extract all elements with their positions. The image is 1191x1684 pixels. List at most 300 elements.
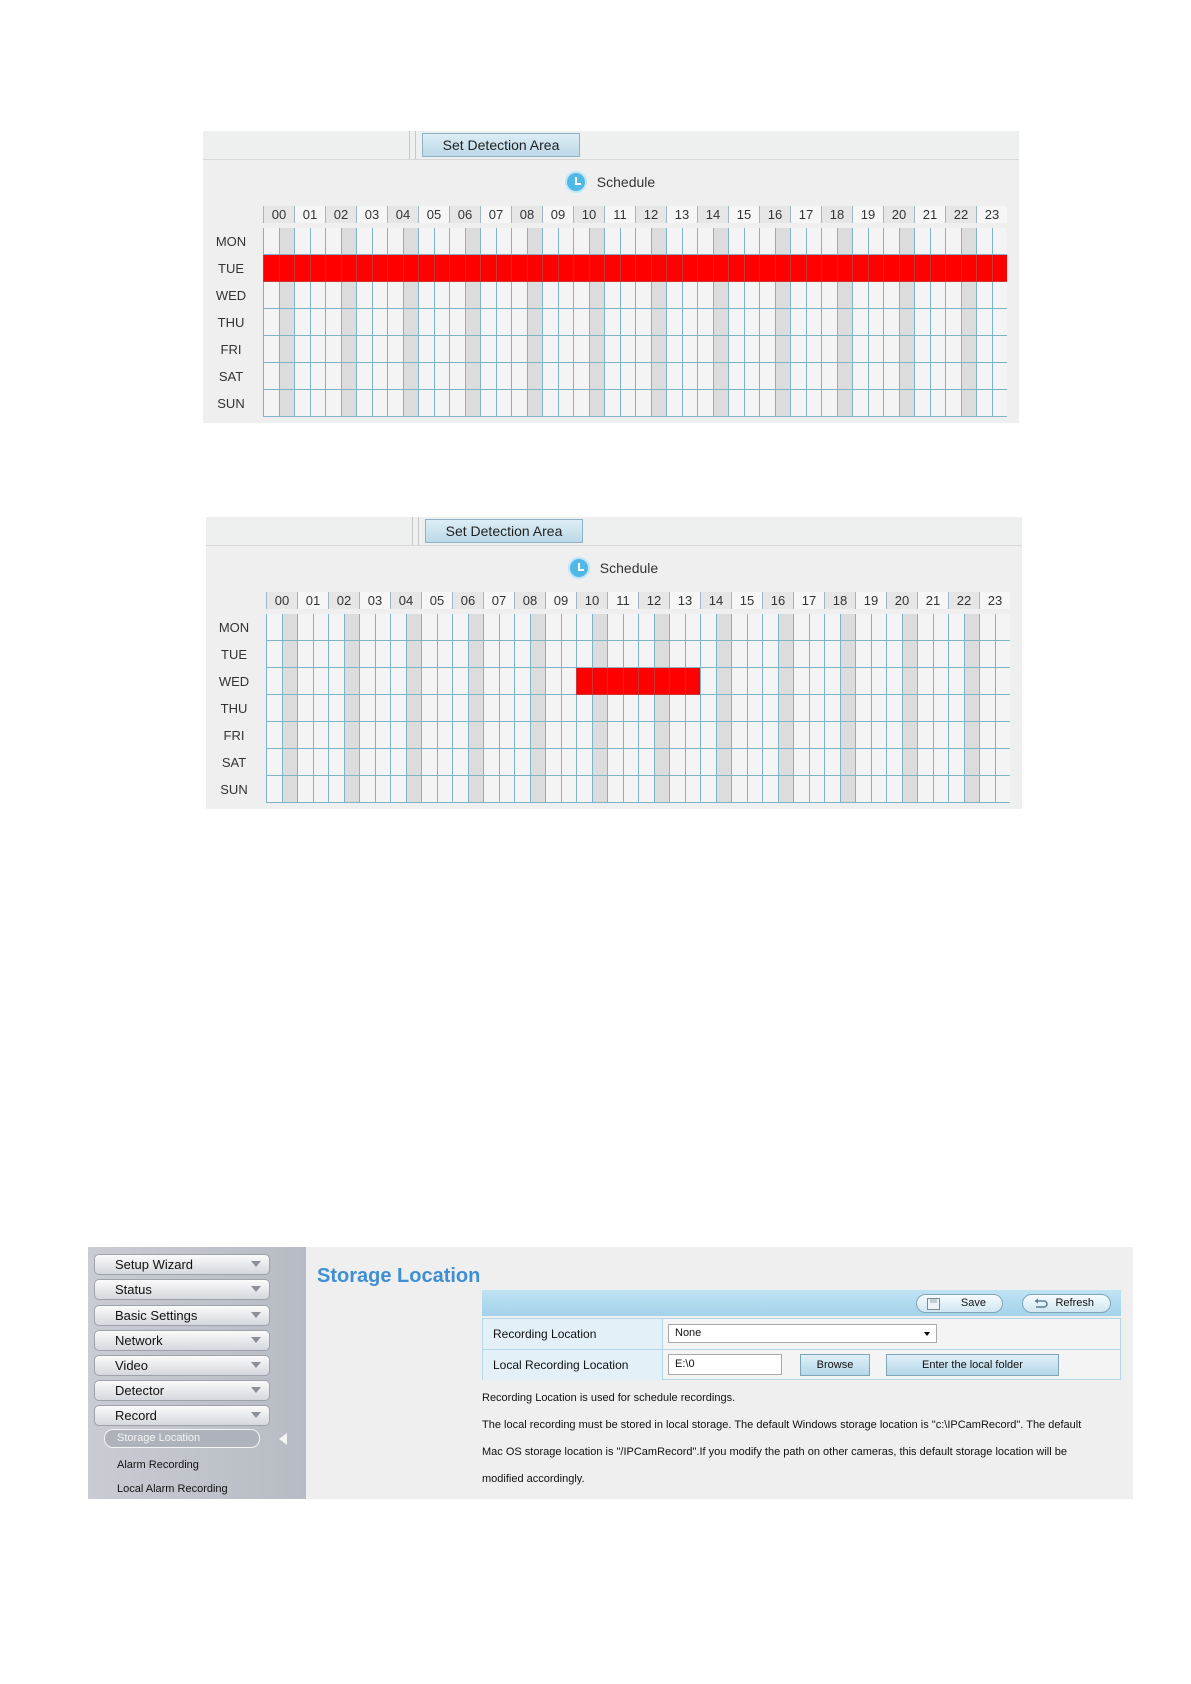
schedule-cell[interactable] bbox=[837, 390, 853, 417]
schedule-cell[interactable] bbox=[344, 641, 360, 668]
schedule-cell[interactable] bbox=[561, 749, 577, 776]
schedule-cell[interactable] bbox=[313, 695, 329, 722]
schedule-cell[interactable] bbox=[530, 695, 546, 722]
schedule-cell[interactable] bbox=[744, 255, 760, 282]
schedule-cell[interactable] bbox=[778, 641, 794, 668]
schedule-cell[interactable] bbox=[979, 749, 995, 776]
schedule-cell[interactable] bbox=[542, 336, 558, 363]
schedule-cell[interactable] bbox=[747, 641, 763, 668]
schedule-cell[interactable] bbox=[635, 255, 651, 282]
schedule-cell[interactable] bbox=[607, 722, 623, 749]
schedule-cell[interactable] bbox=[325, 363, 341, 390]
schedule-cell[interactable] bbox=[930, 228, 946, 255]
schedule-cell[interactable] bbox=[945, 309, 961, 336]
schedule-cell[interactable] bbox=[840, 614, 856, 641]
schedule-cell[interactable] bbox=[468, 641, 484, 668]
recording-location-select[interactable] bbox=[668, 1324, 937, 1343]
schedule-cell[interactable] bbox=[961, 390, 977, 417]
schedule-cell[interactable] bbox=[821, 336, 837, 363]
schedule-cell[interactable] bbox=[313, 722, 329, 749]
schedule-cell[interactable] bbox=[558, 228, 574, 255]
schedule-cell[interactable] bbox=[530, 641, 546, 668]
schedule-cell[interactable] bbox=[592, 668, 608, 695]
schedule-cell[interactable] bbox=[344, 776, 360, 803]
schedule-cell[interactable] bbox=[697, 363, 713, 390]
schedule-cell[interactable] bbox=[573, 255, 589, 282]
schedule-cell[interactable] bbox=[917, 695, 933, 722]
schedule-cell[interactable] bbox=[775, 282, 791, 309]
schedule-cell[interactable] bbox=[775, 390, 791, 417]
schedule-cell[interactable] bbox=[747, 695, 763, 722]
schedule-cell[interactable] bbox=[840, 776, 856, 803]
schedule-cell[interactable] bbox=[465, 255, 481, 282]
schedule-cell[interactable] bbox=[313, 614, 329, 641]
schedule-cell[interactable] bbox=[623, 722, 639, 749]
schedule-cell[interactable] bbox=[700, 722, 716, 749]
schedule-cell[interactable] bbox=[282, 749, 298, 776]
schedule-cell[interactable] bbox=[465, 228, 481, 255]
schedule-cell[interactable] bbox=[883, 228, 899, 255]
schedule-cell[interactable] bbox=[294, 309, 310, 336]
schedule-cell[interactable] bbox=[651, 282, 667, 309]
schedule-cell[interactable] bbox=[638, 776, 654, 803]
schedule-cell[interactable] bbox=[666, 363, 682, 390]
schedule-cell[interactable] bbox=[558, 363, 574, 390]
schedule-cell[interactable] bbox=[716, 695, 732, 722]
schedule-cell[interactable] bbox=[790, 228, 806, 255]
schedule-cell[interactable] bbox=[899, 363, 915, 390]
schedule-cell[interactable] bbox=[266, 695, 282, 722]
schedule-cell[interactable] bbox=[700, 749, 716, 776]
schedule-grid[interactable] bbox=[206, 592, 1022, 809]
schedule-cell[interactable] bbox=[480, 228, 496, 255]
schedule-cell[interactable] bbox=[514, 749, 530, 776]
schedule-cell[interactable] bbox=[728, 336, 744, 363]
schedule-cell[interactable] bbox=[620, 255, 636, 282]
schedule-cell[interactable] bbox=[992, 336, 1008, 363]
schedule-cell[interactable] bbox=[480, 363, 496, 390]
schedule-cell[interactable] bbox=[697, 390, 713, 417]
schedule-cell[interactable] bbox=[995, 614, 1011, 641]
schedule-cell[interactable] bbox=[821, 255, 837, 282]
schedule-cell[interactable] bbox=[902, 695, 918, 722]
schedule-cell[interactable] bbox=[824, 749, 840, 776]
schedule-cell[interactable] bbox=[945, 255, 961, 282]
schedule-cell[interactable] bbox=[902, 614, 918, 641]
schedule-cell[interactable] bbox=[589, 228, 605, 255]
schedule-cell[interactable] bbox=[933, 641, 949, 668]
schedule-cell[interactable] bbox=[930, 363, 946, 390]
schedule-cell[interactable] bbox=[576, 614, 592, 641]
schedule-cell[interactable] bbox=[995, 695, 1011, 722]
schedule-cell[interactable] bbox=[744, 282, 760, 309]
schedule-cell[interactable] bbox=[480, 336, 496, 363]
schedule-cell[interactable] bbox=[390, 668, 406, 695]
sidebar-subitem-local-alarm-recording[interactable]: Local Alarm Recording bbox=[117, 1483, 228, 1495]
schedule-cell[interactable] bbox=[387, 363, 403, 390]
schedule-cell[interactable] bbox=[852, 336, 868, 363]
schedule-cell[interactable] bbox=[263, 228, 279, 255]
schedule-cell[interactable] bbox=[573, 336, 589, 363]
schedule-cell[interactable] bbox=[666, 228, 682, 255]
schedule-cell[interactable] bbox=[452, 641, 468, 668]
schedule-cell[interactable] bbox=[793, 722, 809, 749]
schedule-cell[interactable] bbox=[697, 228, 713, 255]
schedule-cell[interactable] bbox=[685, 776, 701, 803]
sidebar-subitem-storage-location[interactable]: Storage Location bbox=[104, 1429, 260, 1448]
schedule-cell[interactable] bbox=[576, 641, 592, 668]
schedule-cell[interactable] bbox=[917, 614, 933, 641]
schedule-cell[interactable] bbox=[728, 390, 744, 417]
schedule-cell[interactable] bbox=[279, 228, 295, 255]
schedule-cell[interactable] bbox=[372, 255, 388, 282]
schedule-cell[interactable] bbox=[266, 641, 282, 668]
schedule-cell[interactable] bbox=[979, 668, 995, 695]
schedule-cell[interactable] bbox=[778, 614, 794, 641]
schedule-cell[interactable] bbox=[592, 641, 608, 668]
schedule-cell[interactable] bbox=[682, 228, 698, 255]
schedule-cell[interactable] bbox=[592, 695, 608, 722]
schedule-cell[interactable] bbox=[434, 390, 450, 417]
schedule-cell[interactable] bbox=[514, 614, 530, 641]
schedule-cell[interactable] bbox=[449, 228, 465, 255]
schedule-cell[interactable] bbox=[883, 255, 899, 282]
schedule-cell[interactable] bbox=[933, 749, 949, 776]
schedule-cell[interactable] bbox=[731, 749, 747, 776]
schedule-cell[interactable] bbox=[899, 336, 915, 363]
schedule-cell[interactable] bbox=[775, 228, 791, 255]
schedule-cell[interactable] bbox=[558, 390, 574, 417]
schedule-cell[interactable] bbox=[511, 282, 527, 309]
schedule-cell[interactable] bbox=[654, 695, 670, 722]
schedule-cell[interactable] bbox=[948, 776, 964, 803]
schedule-cell[interactable] bbox=[883, 336, 899, 363]
schedule-cell[interactable] bbox=[731, 776, 747, 803]
schedule-cell[interactable] bbox=[759, 309, 775, 336]
schedule-cell[interactable] bbox=[682, 309, 698, 336]
schedule-cell[interactable] bbox=[992, 282, 1008, 309]
schedule-cell[interactable] bbox=[855, 614, 871, 641]
schedule-cell[interactable] bbox=[390, 749, 406, 776]
schedule-cell[interactable] bbox=[263, 336, 279, 363]
schedule-cell[interactable] bbox=[713, 363, 729, 390]
schedule-cell[interactable] bbox=[576, 749, 592, 776]
schedule-cell[interactable] bbox=[359, 749, 375, 776]
schedule-cell[interactable] bbox=[759, 336, 775, 363]
schedule-cell[interactable] bbox=[375, 641, 391, 668]
schedule-cell[interactable] bbox=[282, 614, 298, 641]
schedule-cell[interactable] bbox=[313, 668, 329, 695]
schedule-cell[interactable] bbox=[592, 722, 608, 749]
schedule-cell[interactable] bbox=[607, 695, 623, 722]
schedule-cell[interactable] bbox=[824, 695, 840, 722]
schedule-cell[interactable] bbox=[902, 749, 918, 776]
schedule-cell[interactable] bbox=[623, 668, 639, 695]
schedule-cell[interactable] bbox=[666, 390, 682, 417]
schedule-cell[interactable] bbox=[992, 309, 1008, 336]
schedule-cell[interactable] bbox=[418, 336, 434, 363]
schedule-cell[interactable] bbox=[356, 228, 372, 255]
sidebar-subitem-alarm-recording[interactable]: Alarm Recording bbox=[117, 1459, 199, 1471]
schedule-cell[interactable] bbox=[979, 776, 995, 803]
schedule-cell[interactable] bbox=[778, 776, 794, 803]
schedule-cell[interactable] bbox=[747, 776, 763, 803]
schedule-cell[interactable] bbox=[344, 668, 360, 695]
schedule-cell[interactable] bbox=[403, 363, 419, 390]
schedule-cell[interactable] bbox=[775, 363, 791, 390]
schedule-cell[interactable] bbox=[775, 309, 791, 336]
schedule-cell[interactable] bbox=[682, 282, 698, 309]
schedule-cell[interactable] bbox=[682, 336, 698, 363]
schedule-cell[interactable] bbox=[930, 336, 946, 363]
local-path-input[interactable]: E:\0 bbox=[668, 1354, 782, 1375]
schedule-cell[interactable] bbox=[945, 282, 961, 309]
sidebar-item-status[interactable] bbox=[94, 1279, 270, 1300]
schedule-cell[interactable] bbox=[465, 282, 481, 309]
schedule-cell[interactable] bbox=[995, 641, 1011, 668]
schedule-cell[interactable] bbox=[589, 309, 605, 336]
schedule-cell[interactable] bbox=[325, 336, 341, 363]
schedule-cell[interactable] bbox=[359, 668, 375, 695]
schedule-cell[interactable] bbox=[344, 722, 360, 749]
schedule-cell[interactable] bbox=[638, 749, 654, 776]
schedule-cell[interactable] bbox=[945, 363, 961, 390]
schedule-cell[interactable] bbox=[310, 336, 326, 363]
schedule-cell[interactable] bbox=[964, 749, 980, 776]
schedule-cell[interactable] bbox=[496, 309, 512, 336]
schedule-cell[interactable] bbox=[527, 336, 543, 363]
schedule-cell[interactable] bbox=[372, 282, 388, 309]
schedule-cell[interactable] bbox=[744, 363, 760, 390]
schedule-cell[interactable] bbox=[421, 641, 437, 668]
schedule-cell[interactable] bbox=[747, 614, 763, 641]
schedule-cell[interactable] bbox=[868, 363, 884, 390]
schedule-cell[interactable] bbox=[403, 282, 419, 309]
schedule-cell[interactable] bbox=[852, 282, 868, 309]
refresh-button[interactable] bbox=[1022, 1294, 1111, 1313]
schedule-cell[interactable] bbox=[527, 309, 543, 336]
schedule-cell[interactable] bbox=[589, 363, 605, 390]
schedule-cell[interactable] bbox=[728, 309, 744, 336]
schedule-cell[interactable] bbox=[372, 309, 388, 336]
schedule-cell[interactable] bbox=[545, 614, 561, 641]
schedule-cell[interactable] bbox=[449, 336, 465, 363]
schedule-cell[interactable] bbox=[964, 641, 980, 668]
schedule-cell[interactable] bbox=[356, 363, 372, 390]
schedule-cell[interactable] bbox=[886, 614, 902, 641]
schedule-cell[interactable] bbox=[824, 722, 840, 749]
schedule-cell[interactable] bbox=[266, 614, 282, 641]
schedule-cell[interactable] bbox=[713, 282, 729, 309]
sidebar-item-detector[interactable] bbox=[94, 1380, 270, 1401]
schedule-cell[interactable] bbox=[871, 695, 887, 722]
schedule-cell[interactable] bbox=[452, 668, 468, 695]
schedule-cell[interactable] bbox=[654, 722, 670, 749]
schedule-cell[interactable] bbox=[356, 282, 372, 309]
schedule-cell[interactable] bbox=[449, 309, 465, 336]
schedule-cell[interactable] bbox=[759, 363, 775, 390]
schedule-cell[interactable] bbox=[356, 336, 372, 363]
schedule-cell[interactable] bbox=[837, 363, 853, 390]
schedule-cell[interactable] bbox=[868, 309, 884, 336]
schedule-cell[interactable] bbox=[961, 228, 977, 255]
schedule-cell[interactable] bbox=[561, 614, 577, 641]
schedule-cell[interactable] bbox=[654, 641, 670, 668]
sidebar-item-network[interactable] bbox=[94, 1330, 270, 1351]
schedule-cell[interactable] bbox=[604, 309, 620, 336]
schedule-cell[interactable] bbox=[418, 363, 434, 390]
schedule-cell[interactable] bbox=[499, 749, 515, 776]
schedule-cell[interactable] bbox=[651, 363, 667, 390]
schedule-cell[interactable] bbox=[638, 668, 654, 695]
schedule-cell[interactable] bbox=[635, 309, 651, 336]
schedule-cell[interactable] bbox=[468, 749, 484, 776]
schedule-cell[interactable] bbox=[638, 722, 654, 749]
schedule-cell[interactable] bbox=[685, 641, 701, 668]
schedule-cell[interactable] bbox=[871, 749, 887, 776]
schedule-cell[interactable] bbox=[607, 776, 623, 803]
schedule-cell[interactable] bbox=[496, 282, 512, 309]
schedule-cell[interactable] bbox=[840, 749, 856, 776]
schedule-cell[interactable] bbox=[899, 309, 915, 336]
schedule-cell[interactable] bbox=[697, 255, 713, 282]
schedule-cell[interactable] bbox=[592, 614, 608, 641]
schedule-cell[interactable] bbox=[992, 363, 1008, 390]
schedule-cell[interactable] bbox=[852, 363, 868, 390]
schedule-cell[interactable] bbox=[480, 390, 496, 417]
schedule-cell[interactable] bbox=[790, 336, 806, 363]
schedule-cell[interactable] bbox=[852, 390, 868, 417]
schedule-cell[interactable] bbox=[669, 749, 685, 776]
schedule-cell[interactable] bbox=[468, 722, 484, 749]
schedule-cell[interactable] bbox=[359, 695, 375, 722]
schedule-cell[interactable] bbox=[716, 722, 732, 749]
schedule-cell[interactable] bbox=[731, 668, 747, 695]
schedule-cell[interactable] bbox=[964, 614, 980, 641]
schedule-cell[interactable] bbox=[372, 336, 388, 363]
schedule-cell[interactable] bbox=[421, 695, 437, 722]
schedule-cell[interactable] bbox=[452, 722, 468, 749]
schedule-cell[interactable] bbox=[871, 722, 887, 749]
schedule-cell[interactable] bbox=[871, 668, 887, 695]
schedule-cell[interactable] bbox=[310, 228, 326, 255]
schedule-cell[interactable] bbox=[728, 282, 744, 309]
schedule-cell[interactable] bbox=[902, 776, 918, 803]
schedule-cell[interactable] bbox=[418, 228, 434, 255]
schedule-cell[interactable] bbox=[747, 722, 763, 749]
schedule-cell[interactable] bbox=[790, 282, 806, 309]
schedule-cell[interactable] bbox=[697, 336, 713, 363]
schedule-cell[interactable] bbox=[809, 695, 825, 722]
schedule-cell[interactable] bbox=[793, 668, 809, 695]
schedule-cell[interactable] bbox=[279, 255, 295, 282]
schedule-cell[interactable] bbox=[868, 390, 884, 417]
schedule-cell[interactable] bbox=[480, 309, 496, 336]
schedule-cell[interactable] bbox=[437, 749, 453, 776]
schedule-cell[interactable] bbox=[434, 363, 450, 390]
schedule-cell[interactable] bbox=[356, 255, 372, 282]
schedule-cell[interactable] bbox=[589, 255, 605, 282]
schedule-cell[interactable] bbox=[387, 228, 403, 255]
schedule-cell[interactable] bbox=[995, 722, 1011, 749]
schedule-cell[interactable] bbox=[607, 614, 623, 641]
schedule-cell[interactable] bbox=[992, 228, 1008, 255]
schedule-cell[interactable] bbox=[948, 668, 964, 695]
schedule-cell[interactable] bbox=[697, 282, 713, 309]
schedule-cell[interactable] bbox=[790, 363, 806, 390]
schedule-cell[interactable] bbox=[313, 776, 329, 803]
schedule-cell[interactable] bbox=[468, 614, 484, 641]
schedule-cell[interactable] bbox=[930, 282, 946, 309]
schedule-cell[interactable] bbox=[638, 695, 654, 722]
schedule-cell[interactable] bbox=[434, 336, 450, 363]
schedule-cell[interactable] bbox=[899, 255, 915, 282]
schedule-cell[interactable] bbox=[902, 668, 918, 695]
schedule-cell[interactable] bbox=[573, 228, 589, 255]
schedule-cell[interactable] bbox=[279, 363, 295, 390]
schedule-cell[interactable] bbox=[623, 614, 639, 641]
schedule-cell[interactable] bbox=[669, 695, 685, 722]
schedule-cell[interactable] bbox=[297, 668, 313, 695]
schedule-cell[interactable] bbox=[418, 282, 434, 309]
schedule-cell[interactable] bbox=[731, 641, 747, 668]
schedule-cell[interactable] bbox=[886, 749, 902, 776]
schedule-cell[interactable] bbox=[744, 390, 760, 417]
schedule-cell[interactable] bbox=[809, 749, 825, 776]
schedule-cell[interactable] bbox=[279, 336, 295, 363]
schedule-cell[interactable] bbox=[294, 363, 310, 390]
schedule-cell[interactable] bbox=[793, 614, 809, 641]
schedule-cell[interactable] bbox=[310, 363, 326, 390]
schedule-cell[interactable] bbox=[604, 228, 620, 255]
sidebar-item-record[interactable] bbox=[94, 1405, 270, 1426]
schedule-cell[interactable] bbox=[685, 668, 701, 695]
schedule-cell[interactable] bbox=[576, 668, 592, 695]
schedule-cell[interactable] bbox=[948, 695, 964, 722]
schedule-cell[interactable] bbox=[592, 776, 608, 803]
schedule-cell[interactable] bbox=[266, 749, 282, 776]
schedule-cell[interactable] bbox=[806, 363, 822, 390]
schedule-cell[interactable] bbox=[948, 722, 964, 749]
schedule-cell[interactable] bbox=[651, 255, 667, 282]
schedule-cell[interactable] bbox=[434, 282, 450, 309]
schedule-cell[interactable] bbox=[499, 668, 515, 695]
schedule-cell[interactable] bbox=[759, 282, 775, 309]
schedule-cell[interactable] bbox=[886, 641, 902, 668]
schedule-cell[interactable] bbox=[313, 641, 329, 668]
set-detection-area-button[interactable]: Set Detection Area bbox=[422, 133, 580, 157]
schedule-cell[interactable] bbox=[499, 641, 515, 668]
schedule-cell[interactable] bbox=[917, 641, 933, 668]
set-detection-area-button[interactable]: Set Detection Area bbox=[425, 519, 583, 543]
schedule-cell[interactable] bbox=[809, 776, 825, 803]
schedule-cell[interactable] bbox=[793, 749, 809, 776]
schedule-cell[interactable] bbox=[263, 363, 279, 390]
enter-local-folder-button[interactable]: Enter the local folder bbox=[886, 1354, 1059, 1376]
schedule-cell[interactable] bbox=[759, 228, 775, 255]
schedule-cell[interactable] bbox=[480, 282, 496, 309]
schedule-cell[interactable] bbox=[886, 722, 902, 749]
schedule-cell[interactable] bbox=[465, 336, 481, 363]
schedule-cell[interactable] bbox=[390, 695, 406, 722]
schedule-cell[interactable] bbox=[511, 255, 527, 282]
schedule-cell[interactable] bbox=[883, 309, 899, 336]
schedule-cell[interactable] bbox=[403, 228, 419, 255]
schedule-cell[interactable] bbox=[620, 390, 636, 417]
schedule-cell[interactable] bbox=[279, 282, 295, 309]
schedule-cell[interactable] bbox=[731, 614, 747, 641]
schedule-cell[interactable] bbox=[992, 255, 1008, 282]
